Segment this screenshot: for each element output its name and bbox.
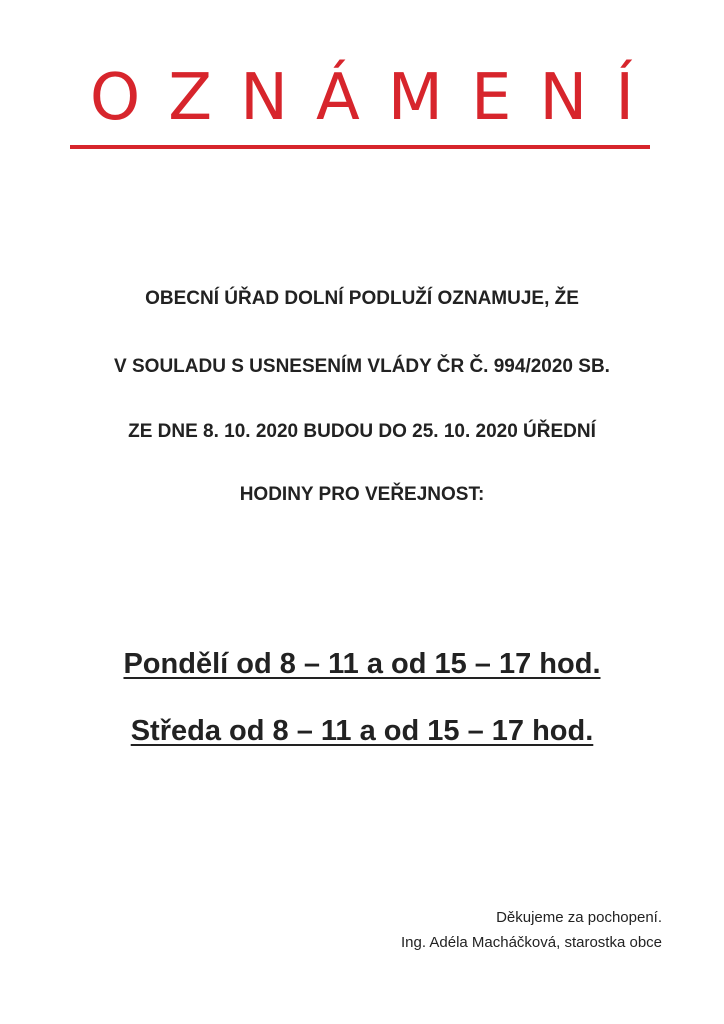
hours-wednesday-text: Středa od 8 – 11 a od 15 – 17 hod. — [130, 715, 594, 747]
closing-thanks: Děkujeme za pochopení. — [496, 909, 662, 926]
body-line-4: HODINY PRO VEŘEJNOST: — [239, 484, 485, 505]
hours-monday-text: Pondělí od 8 – 11 a od 15 – 17 hod. — [123, 648, 601, 680]
body-line-2: V SOULADU S USNESENÍM VLÁDY ČR Č. 994/2020 SB. — [114, 356, 610, 377]
hours-wednesday — [0, 713, 724, 749]
body-line-1: OBECNÍ ÚŘAD DOLNÍ PODLUŽÍ OZNAMUJE, ŽE — [145, 288, 579, 309]
notice-title: OZNÁMENÍ — [89, 61, 663, 135]
body-line-3: ZE DNE 8. 10. 2020 BUDOU DO 25. 10. 2020 ÚŘEDNÍ — [128, 421, 596, 442]
signature: Ing. Adéla Macháčková, starostka obce — [401, 934, 662, 951]
hours-monday — [0, 646, 724, 682]
title-underline — [70, 145, 650, 149]
